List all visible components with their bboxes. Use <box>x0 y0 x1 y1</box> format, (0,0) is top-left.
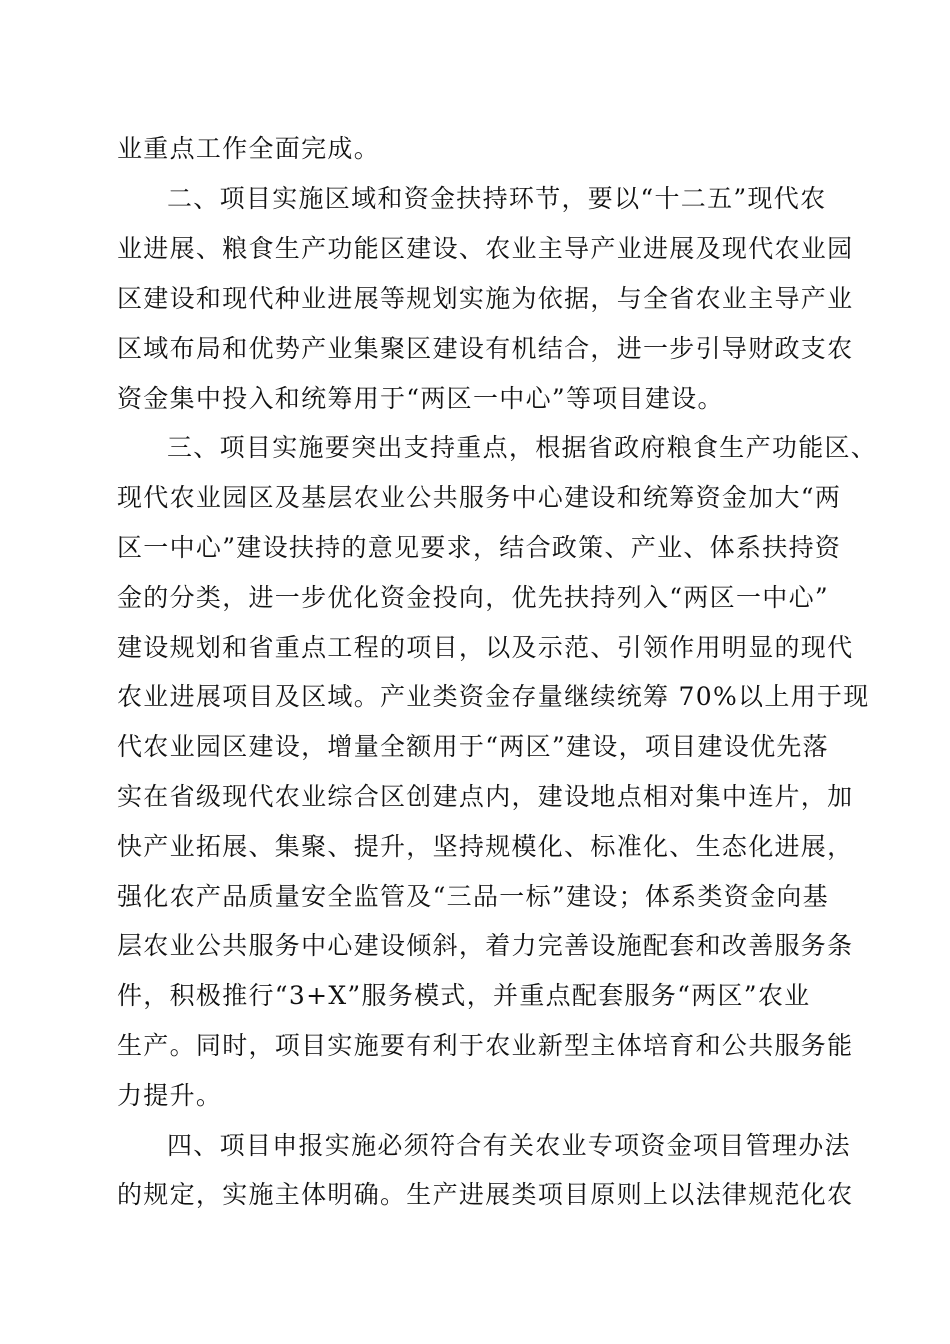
text-line: 农业进展项目及区域。产业类资金存量继续统筹 70%以上用于现 <box>117 682 870 711</box>
text-line: 现代农业园区及基层农业公共服务中心建设和统筹资金加大“两 <box>117 483 842 512</box>
text-line: 区域布局和优势产业集聚区建设有机结合，进一步引导财政支农 <box>117 334 854 363</box>
text-line: 四、项目申报实施必须符合有关农业专项资金项目管理办法 <box>167 1131 851 1160</box>
text-line: 强化农产品质量安全监管及“三品一标”建设；体系类资金向基 <box>117 882 829 911</box>
text-line: 建设规划和省重点工程的项目，以及示范、引领作用明显的现代 <box>117 633 854 662</box>
text-line: 层农业公共服务中心建设倾斜，着力完善设施配套和改善服务条 <box>117 931 854 960</box>
text-line: 实在省级现代农业综合区创建点内，建设地点相对集中连片，加 <box>117 782 854 811</box>
text-line: 金的分类，进一步优化资金投向，优先扶持列入“两区一中心” <box>117 583 829 612</box>
text-line: 区一中心”建设扶持的意见要求，结合政策、产业、体系扶持资 <box>117 533 842 562</box>
text-line: 代农业园区建设，增量全额用于“两区”建设，项目建设优先落 <box>117 732 829 761</box>
text-line: 业重点工作全面完成。 <box>117 134 381 163</box>
text-line: 件，积极推行“3+X”服务模式，并重点配套服务“两区”农业 <box>117 981 811 1010</box>
text-line: 业进展、粮食生产功能区建设、农业主导产业进展及现代农业园 <box>117 234 854 263</box>
text-line: 二、项目实施区域和资金扶持环节，要以“十二五”现代农 <box>167 184 827 213</box>
text-line: 快产业拓展、集聚、提升，坚持规模化、标准化、生态化进展， <box>117 832 854 861</box>
text-line: 区建设和现代种业进展等规划实施为依据，与全省农业主导产业 <box>117 284 854 313</box>
text-line: 的规定，实施主体明确。生产进展类项目原则上以法律规范化农 <box>117 1180 854 1209</box>
text-line: 资金集中投入和统筹用于“两区一中心”等项目建设。 <box>117 384 724 413</box>
text-line: 三、项目实施要突出支持重点，根据省政府粮食生产功能区、 <box>167 433 878 462</box>
text-line: 力提升。 <box>117 1081 223 1110</box>
text-line: 生产。同时，项目实施要有利于农业新型主体培育和公共服务能 <box>117 1031 854 1060</box>
